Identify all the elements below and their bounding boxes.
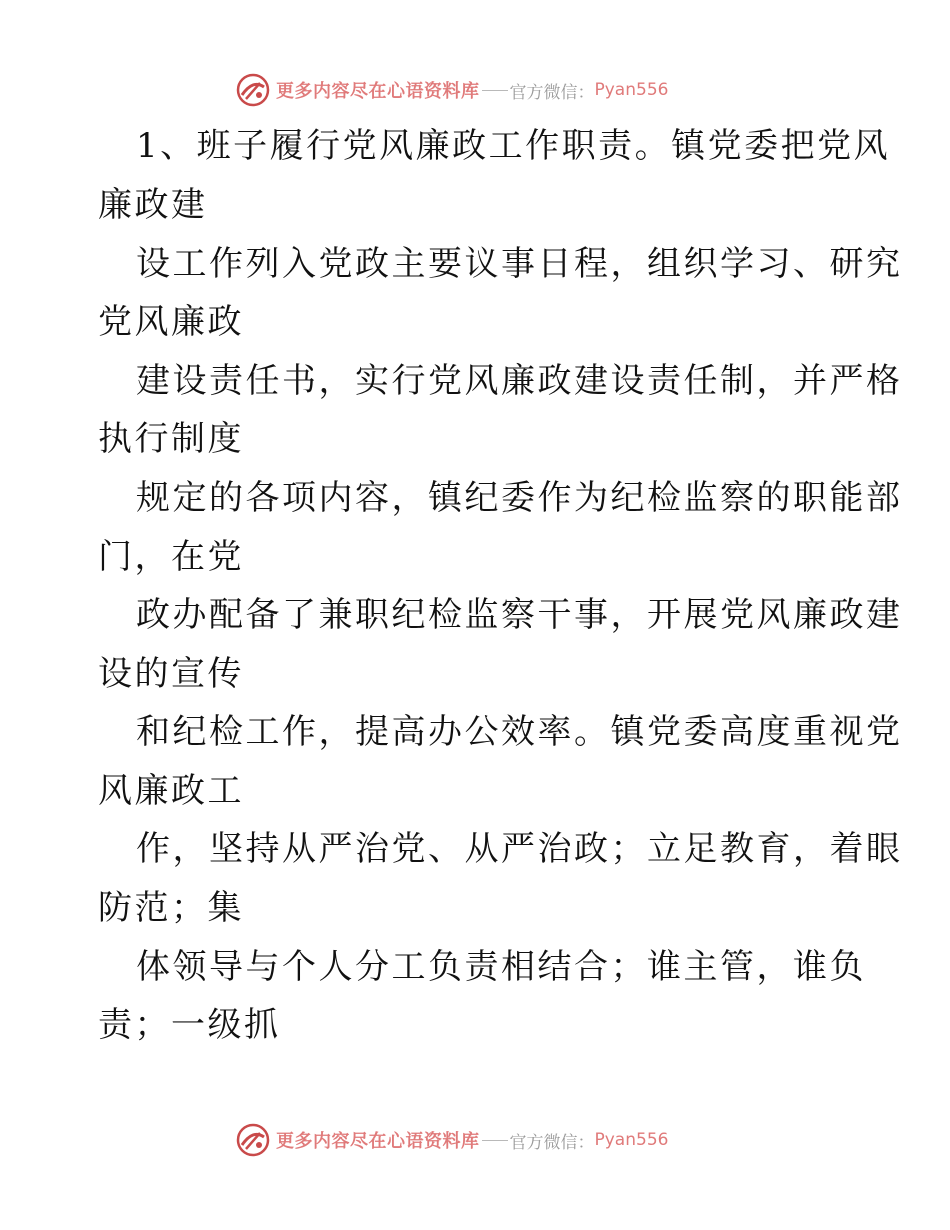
- paragraph-line: 和纪检工作，提高办公效率。镇党委高度重视党: [136, 712, 903, 752]
- paragraph-line: 廉政建: [98, 185, 208, 225]
- paragraph-line: 建设责任书，实行党风廉政建设责任制，并严格: [136, 361, 903, 401]
- paragraph-line: 设工作列入党政主要议事日程，组织学习、研究: [136, 244, 903, 284]
- paragraph-line: 门，在党: [98, 537, 244, 577]
- watermark-main-text: 更多内容尽在心语资料库: [276, 81, 480, 102]
- watermark-id-text: Pyan556: [594, 80, 669, 100]
- header-watermark: [236, 72, 668, 108]
- paragraph-line: 政办配备了兼职纪检监察干事，开展党风廉政建: [136, 595, 903, 635]
- paragraph-line: 风廉政工: [98, 771, 244, 811]
- paragraph-line: 体领导与个人分工负责相结合；谁主管，谁负: [136, 947, 866, 987]
- paragraph-line: 党风廉政: [98, 302, 244, 342]
- footer-watermark: [236, 1122, 668, 1158]
- paragraph-line: 作，坚持从严治党、从严治政；立足教育，着眼: [136, 829, 903, 869]
- red-seal-logo-icon: [236, 1123, 270, 1157]
- paragraph-line: 设的宣传: [98, 654, 244, 694]
- watermark-id-text: Pyan556: [594, 1130, 669, 1150]
- watermark-dash: [482, 1140, 508, 1141]
- paragraph-line: 防范；集: [98, 888, 244, 928]
- watermark-sub-text: 官方微信：: [509, 1132, 595, 1153]
- watermark-main-text: 更多内容尽在心语资料库: [276, 1131, 480, 1152]
- watermark-dash: [482, 90, 508, 91]
- paragraph-line: 责；一级抓: [98, 1005, 281, 1045]
- red-seal-logo-icon: [236, 73, 270, 107]
- paragraph-line: 执行制度: [98, 419, 244, 459]
- watermark-sub-text: 官方微信：: [509, 82, 595, 103]
- paragraph-line: 规定的各项内容，镇纪委作为纪检监察的职能部: [136, 478, 903, 518]
- paragraph-line: 1、班子履行党风廉政工作职责。镇党委把党风: [136, 126, 891, 166]
